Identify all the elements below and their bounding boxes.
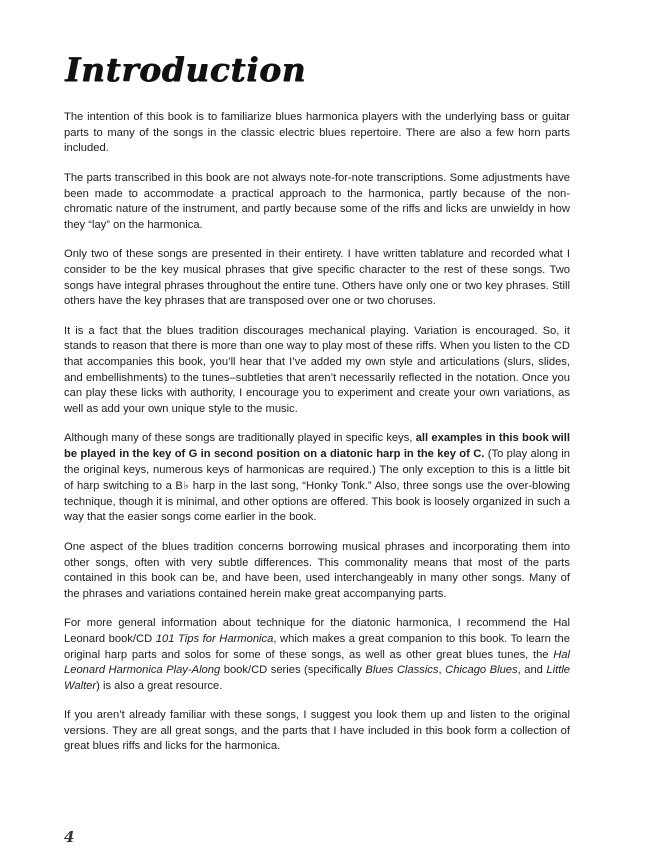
- text-run-italic: Hal Leonard Harmonica Play-Along: [64, 648, 570, 677]
- text-run-italic: Little Walter: [64, 664, 571, 692]
- text-run-italic: 101 Tips for Harmonica: [155, 632, 274, 645]
- paragraph: Only two of these songs are presented in their entirety. I have written tablature and recorded what I consider to be the key musical phrases that give specific character to the rest of these songs. Two songs have integral phrases throughout the entire tune. Others have only one or two key phrases. Still others have the key phrases that are transposed over one or two choruses.: [64, 248, 570, 308]
- page-title: Introduction: [65, 50, 307, 89]
- text-run-italic: Chicago Blues: [445, 664, 518, 677]
- paragraph: One aspect of the blues tradition concerns borrowing musical phrases and incorporating them into other songs, often with very subtle differences. This commonality means that most of the parts contained in this book can be, and have been, used interchangeably in many other songs. Many of the phrases and variations contained herein make great accompanying parts.: [64, 540, 570, 600]
- paragraph: If you aren’t already familiar with these songs, I suggest you look them up and listen to the original versions. They are all great songs, and the parts that I have included in this book form a collection of great blues riffs and licks for the harmonica.: [64, 709, 570, 753]
- text-run-flat: ♭: [182, 479, 190, 493]
- body-text-column: [64, 110, 570, 755]
- paragraph: It is a fact that the blues tradition discourages mechanical playing. Variation is encouraged. So, it stands to reason that there is more than one way to play most of these riffs. When you listen to the CD that accompanies this book, you’ll hear that I’ve added my own style and articulations (slurs, slides, and embellishments) to the tunes–subtleties that aren’t necessarily reflected in the notation. Once you can play these licks with authority, I encourage you to experiment and create your own variations, as well as add your own unique style to the music.: [64, 324, 570, 415]
- text-run-bold: all examples in this book will be played in the key of G in second position on a diatonic harp in the key of C.: [64, 432, 570, 460]
- page-number: 4: [64, 828, 75, 846]
- paragraph: The parts transcribed in this book are not always note-for-note transcriptions. Some adjustments have been made to accommodate a practical approach to the harmonica, partly because of the non-chromatic nature of the instrument, and partly because some of the riffs and licks are unwieldy in how they “lay” on the harmonica.: [64, 172, 570, 231]
- paragraph: Although many of these songs are traditionally played in specific keys, all examples in this book will be played in the key of G in second position on a diatonic harp in the key of C. (To play along in the original keys, numerous keys of harmonicas are required.) The only exception to this is a little bit of harp switching to a B♭ harp in the last song, “Honky Tonk.” Also, three songs use the over-blowing technique, though it is minimal, and other options are offered. This book is loosely organized in such a way that the easier songs come earlier in the book.: [64, 432, 570, 524]
- paragraph: The intention of this book is to familiarize blues harmonica players with the underlying bass or guitar parts to many of the songs in the classic electric blues repertoire. There are also a few horn parts included.: [64, 111, 570, 155]
- text-run-italic: Blues Classics: [365, 664, 439, 677]
- paragraph: For more general information about technique for the diatonic harmonica, I recommend the Hal Leonard book/CD 101 Tips for Harmonica, which makes a great companion to this book. To learn the original harp parts and solos for some of these songs, as well as other great blues tunes, the Hal Leonard Harmonica Play-Along book/CD series (specifically Blues Classics, Chicago Blues, and Little Walter) is also a great resource.: [64, 617, 571, 692]
